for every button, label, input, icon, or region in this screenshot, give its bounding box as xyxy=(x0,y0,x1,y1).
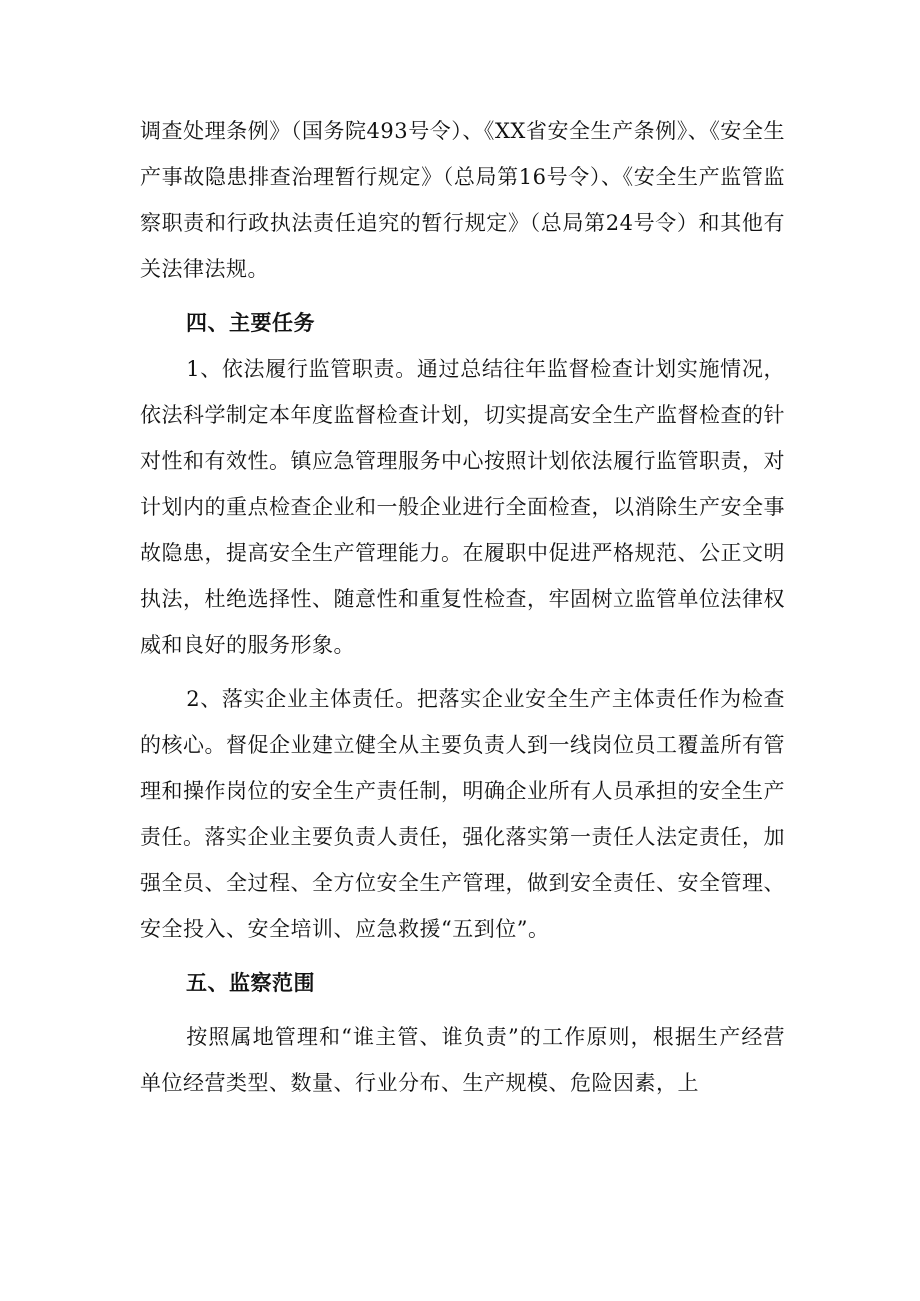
task-item-2-paragraph: 2、落实企业主体责任。把落实企业安全生产主体责任作为检查的核心。督促企业建立健全从主要负责人到一线岗位员工覆盖所有管理和操作岗位的安全生产责任制，明确企业所有人员承担的安全生产责任。落实企业主要负责人责任，强化落实第一责任人法定责任，加强全员、全过程、全方位安全生产管理，做到安全责任、安全管理、安全投入、安全培训、应急救援“五到位”。 xyxy=(140,687,785,941)
intro-paragraph: 调查处理条例》（国务院493号令）、《XX省安全生产条例》、《安全生产事故隐患排查治理暂行规定》（总局第16号令）、《安全生产监管监察职责和行政执法责任追究的暂行规定》（总局第24号令）和其他有关法律法规。 xyxy=(140,119,785,281)
task-item-1-paragraph: 1、依法履行监管职责。通过总结往年监督检查计划实施情况，依法科学制定本年度监督检查计划，切实提高安全生产监督检查的针对性和有效性。镇应急管理服务中心按照计划依法履行监管职责，对计划内的重点检查企业和一般企业进行全面检查，以消除生产安全事故隐患，提高安全生产管理能力。在履职中促进严格规范、公正文明执法，杜绝选择性、随意性和重复性检查，牢固树立监管单位法律权威和良好的服务形象。 xyxy=(140,357,785,657)
section-heading-supervision-scope: 五、监察范围 xyxy=(186,971,315,995)
document-body xyxy=(140,108,785,1106)
section-heading-main-tasks: 四、主要任务 xyxy=(186,311,315,335)
supervision-scope-paragraph: 按照属地管理和“谁主管、谁负责”的工作原则，根据生产经营单位经营类型、数量、行业分布、生产规模、危险因素，上 xyxy=(140,1025,785,1095)
